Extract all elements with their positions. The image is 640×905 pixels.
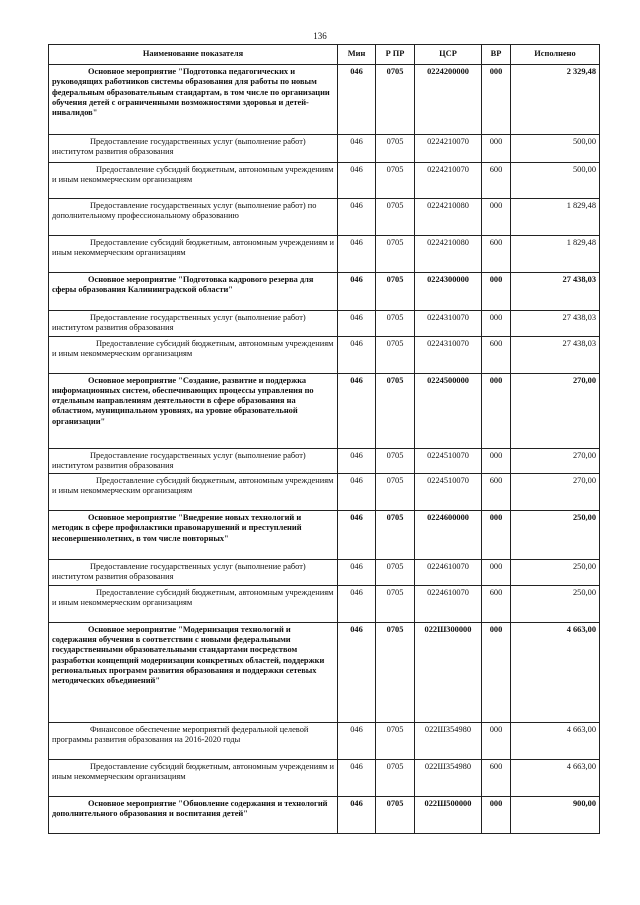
row-min: 046	[338, 759, 376, 796]
row-min: 046	[338, 511, 376, 560]
row-csr: 022Ш500000	[415, 796, 482, 833]
row-rpr: 0705	[376, 560, 415, 586]
row-rpr: 0705	[376, 622, 415, 722]
row-name: Основное мероприятие "Модернизация технологий и содержания обучения в соответствии с новыми федеральными государственными образовательными стандартами посредством разработки концепций модернизации конкретных областей, поддержки региональных программ развития образования и поддержки сетевых методических объединений"	[49, 622, 338, 722]
row-min: 046	[338, 311, 376, 337]
table-row	[49, 622, 600, 722]
table-row	[49, 722, 600, 759]
table-row	[49, 65, 600, 135]
table-row	[49, 560, 600, 586]
table-row	[49, 199, 600, 236]
table-row	[49, 273, 600, 311]
table-row	[49, 511, 600, 560]
header-csr: ЦСР	[415, 45, 482, 65]
table-header-row	[49, 45, 600, 65]
row-amount: 27 438,03	[511, 311, 600, 337]
row-vr: 600	[482, 759, 511, 796]
row-amount: 1 829,48	[511, 236, 600, 273]
row-amount: 500,00	[511, 135, 600, 163]
row-name: Основное мероприятие "Подготовка кадрового резерва для сферы образования Калининградской области"	[49, 273, 338, 311]
row-rpr: 0705	[376, 796, 415, 833]
row-min: 046	[338, 560, 376, 586]
row-csr: 0224200000	[415, 65, 482, 135]
row-min: 046	[338, 622, 376, 722]
row-min: 046	[338, 448, 376, 474]
row-vr: 600	[482, 474, 511, 511]
row-min: 046	[338, 163, 376, 199]
row-rpr: 0705	[376, 135, 415, 163]
row-vr: 600	[482, 585, 511, 622]
header-amount: Исполнено	[511, 45, 600, 65]
row-amount: 270,00	[511, 474, 600, 511]
row-csr: 0224310070	[415, 311, 482, 337]
row-name: Основное мероприятие "Создание, развитие и поддержка информационных систем, обеспечивающих процессы управления по отдельным направлениям деятельности в сфере образования на областном, муниципальном уровнях, на уровне образовательной организации"	[49, 373, 338, 448]
row-rpr: 0705	[376, 311, 415, 337]
row-vr: 000	[482, 448, 511, 474]
page-number: 136	[313, 31, 327, 41]
header-rpr: Р ПР	[376, 45, 415, 65]
row-amount: 500,00	[511, 163, 600, 199]
row-name: Предоставление государственных услуг (выполнение работ) институтом развития образования	[49, 560, 338, 586]
row-min: 046	[338, 474, 376, 511]
row-rpr: 0705	[376, 236, 415, 273]
row-min: 046	[338, 135, 376, 163]
row-name: Предоставление государственных услуг (выполнение работ) институтом развития образования	[49, 448, 338, 474]
row-name: Предоставление субсидий бюджетным, автономным учреждениям и иным некоммерческим организациям	[49, 585, 338, 622]
row-name: Предоставление субсидий бюджетным, автономным учреждениям и иным некоммерческим организациям	[49, 163, 338, 199]
row-vr: 000	[482, 311, 511, 337]
row-amount: 27 438,03	[511, 273, 600, 311]
row-vr: 000	[482, 796, 511, 833]
row-min: 046	[338, 585, 376, 622]
row-name: Предоставление государственных услуг (выполнение работ) институтом развития образования	[49, 311, 338, 337]
row-csr: 0224210070	[415, 163, 482, 199]
row-csr: 0224500000	[415, 373, 482, 448]
table-row	[49, 236, 600, 273]
row-min: 046	[338, 336, 376, 373]
row-amount: 1 829,48	[511, 199, 600, 236]
row-min: 046	[338, 796, 376, 833]
table-row	[49, 474, 600, 511]
row-vr: 600	[482, 336, 511, 373]
row-name: Предоставление государственных услуг (выполнение работ) по дополнительному профессиональному образованию	[49, 199, 338, 236]
row-rpr: 0705	[376, 585, 415, 622]
row-amount: 27 438,03	[511, 336, 600, 373]
row-amount: 900,00	[511, 796, 600, 833]
row-csr: 0224510070	[415, 474, 482, 511]
header-vr: ВР	[482, 45, 511, 65]
row-rpr: 0705	[376, 273, 415, 311]
row-name: Предоставление субсидий бюджетным, автономным учреждениям и иным некоммерческим организациям	[49, 759, 338, 796]
row-rpr: 0705	[376, 448, 415, 474]
row-min: 046	[338, 373, 376, 448]
row-min: 046	[338, 722, 376, 759]
row-vr: 000	[482, 560, 511, 586]
row-rpr: 0705	[376, 336, 415, 373]
row-name: Предоставление субсидий бюджетным, автономным учреждениям и иным некоммерческим организациям	[49, 236, 338, 273]
row-csr: 022Ш300000	[415, 622, 482, 722]
row-min: 046	[338, 199, 376, 236]
row-amount: 4 663,00	[511, 722, 600, 759]
row-vr: 000	[482, 622, 511, 722]
row-vr: 000	[482, 273, 511, 311]
row-name: Основное мероприятие "Внедрение новых технологий и методик в сфере профилактики правонарушений и преступлений несовершеннолетних, в том числе повторных"	[49, 511, 338, 560]
row-vr: 600	[482, 163, 511, 199]
row-name: Основное мероприятие "Обновление содержания и технологий дополнительного образования и воспитания детей"	[49, 796, 338, 833]
row-rpr: 0705	[376, 759, 415, 796]
row-rpr: 0705	[376, 511, 415, 560]
row-rpr: 0705	[376, 373, 415, 448]
table-row	[49, 373, 600, 448]
row-vr: 000	[482, 135, 511, 163]
row-amount: 4 663,00	[511, 759, 600, 796]
row-name: Финансовое обеспечение мероприятий федеральной целевой программы развития образования на 2016-2020 годы	[49, 722, 338, 759]
row-csr: 0224210080	[415, 199, 482, 236]
table-row	[49, 163, 600, 199]
row-vr: 000	[482, 722, 511, 759]
row-rpr: 0705	[376, 474, 415, 511]
table-row	[49, 311, 600, 337]
row-min: 046	[338, 236, 376, 273]
row-csr: 0224510070	[415, 448, 482, 474]
row-vr: 000	[482, 65, 511, 135]
row-amount: 270,00	[511, 373, 600, 448]
row-name: Основное мероприятие "Подготовка педагогических и руководящих работников системы образования для работы по новым федеральным образовательным стандартам, в том числе по организации обучения детей с ограниченными возможностями здоровья и детей-инвалидов"	[49, 65, 338, 135]
table-row	[49, 336, 600, 373]
table-row	[49, 759, 600, 796]
row-name: Предоставление субсидий бюджетным, автономным учреждениям и иным некоммерческим организациям	[49, 474, 338, 511]
row-rpr: 0705	[376, 65, 415, 135]
table-row	[49, 448, 600, 474]
row-amount: 250,00	[511, 585, 600, 622]
row-amount: 270,00	[511, 448, 600, 474]
row-rpr: 0705	[376, 722, 415, 759]
budget-table	[48, 44, 600, 834]
row-csr: 0224210070	[415, 135, 482, 163]
row-amount: 250,00	[511, 511, 600, 560]
row-csr: 022Ш354980	[415, 759, 482, 796]
row-vr: 000	[482, 511, 511, 560]
table-row	[49, 796, 600, 833]
row-csr: 0224610070	[415, 585, 482, 622]
row-csr: 0224210080	[415, 236, 482, 273]
row-csr: 0224610070	[415, 560, 482, 586]
row-rpr: 0705	[376, 163, 415, 199]
row-amount: 4 663,00	[511, 622, 600, 722]
table-row	[49, 135, 600, 163]
header-min: Мин	[338, 45, 376, 65]
row-csr: 0224600000	[415, 511, 482, 560]
table-row	[49, 585, 600, 622]
row-vr: 600	[482, 236, 511, 273]
row-name: Предоставление государственных услуг (выполнение работ) институтом развития образования	[49, 135, 338, 163]
row-csr: 022Ш354980	[415, 722, 482, 759]
row-vr: 000	[482, 373, 511, 448]
row-amount: 2 329,48	[511, 65, 600, 135]
row-rpr: 0705	[376, 199, 415, 236]
row-csr: 0224310070	[415, 336, 482, 373]
row-min: 046	[338, 65, 376, 135]
row-vr: 000	[482, 199, 511, 236]
row-amount: 250,00	[511, 560, 600, 586]
header-name: Наименование показателя	[49, 45, 338, 65]
row-name: Предоставление субсидий бюджетным, автономным учреждениям и иным некоммерческим организациям	[49, 336, 338, 373]
row-csr: 0224300000	[415, 273, 482, 311]
row-min: 046	[338, 273, 376, 311]
